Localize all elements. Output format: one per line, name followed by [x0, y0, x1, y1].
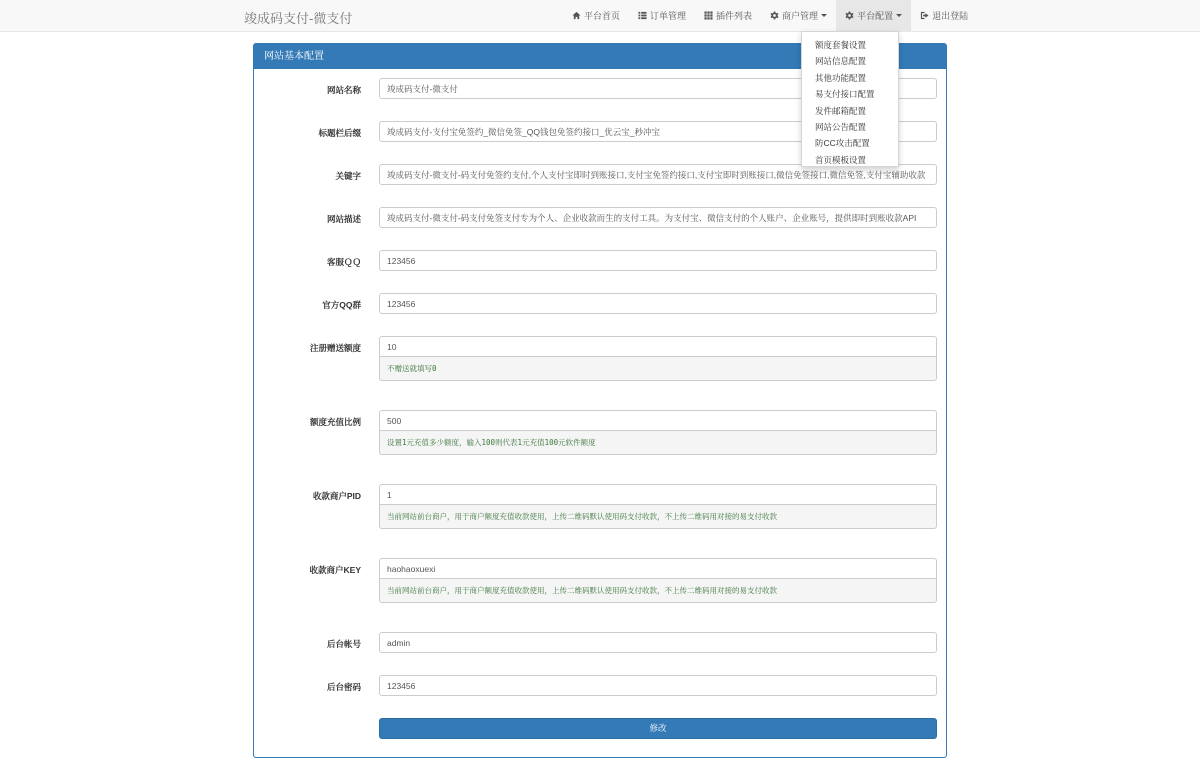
- caret-down-icon: [821, 14, 827, 17]
- brand-title[interactable]: 竣成码支付-微支付: [244, 11, 353, 26]
- submit-button[interactable]: 修改: [379, 718, 937, 739]
- platform-config-dropdown: [801, 31, 899, 167]
- nav-item-logout[interactable]: [911, 0, 977, 31]
- list-icon: [638, 11, 647, 20]
- field-label: 收款商户PID: [312, 491, 361, 501]
- merchant-pid-input[interactable]: [379, 484, 937, 505]
- service-qq-input[interactable]: [379, 250, 937, 271]
- dropdown-item-site-info[interactable]: 网站信息配置: [815, 56, 867, 67]
- field-label: 后台帐号: [326, 639, 361, 649]
- dropdown-item-home-template[interactable]: 首页模板设置: [815, 154, 867, 165]
- caret-down-icon: [896, 14, 902, 17]
- field-label: 注册赠送额度: [309, 343, 361, 353]
- recharge-ratio-input[interactable]: [379, 410, 937, 431]
- nav-label: 商户管理: [782, 11, 819, 21]
- top-navbar: [0, 0, 1200, 32]
- help-text: 当前网站前台商户，用于商户额度充值收款使用，上传二维码默认使用码支付收款，不上传二维码用对接的易支付收款: [379, 579, 937, 603]
- field-label: 标题栏后缀: [318, 128, 361, 138]
- nav-label: 平台首页: [584, 11, 621, 21]
- gear-icon: [845, 11, 854, 20]
- nav-label: 退出登陆: [932, 11, 969, 21]
- merchant-key-input[interactable]: [379, 558, 937, 579]
- field-label: 客服ＱＱ: [326, 257, 361, 267]
- admin-password-input[interactable]: [379, 675, 937, 696]
- home-icon: [572, 11, 581, 20]
- admin-account-input[interactable]: [379, 632, 937, 653]
- nav-item-platform-config[interactable]: [836, 0, 911, 31]
- gear-icon: [770, 11, 779, 20]
- logout-icon: [920, 11, 929, 20]
- field-label: 后台密码: [326, 682, 361, 692]
- dropdown-item-other-features[interactable]: 其他功能配置: [815, 72, 867, 83]
- field-label: 额度充值比例: [309, 417, 361, 427]
- dropdown-item-anti-cc[interactable]: 防CC攻击配置: [815, 138, 870, 149]
- field-label: 收款商户KEY: [309, 565, 361, 575]
- help-text: 不赠送就填写0: [379, 357, 937, 381]
- dropdown-item-mail-config[interactable]: 发件邮箱配置: [815, 105, 867, 116]
- dropdown-item-announcement[interactable]: 网站公告配置: [815, 121, 867, 132]
- panel-title: 网站基本配置: [254, 44, 946, 69]
- dropdown-item-quota-package[interactable]: 额度套餐设置: [815, 40, 867, 50]
- field-label: 网站名称: [326, 85, 361, 95]
- qq-group-input[interactable]: [379, 293, 937, 314]
- nav-label: 平台配置: [857, 11, 894, 21]
- help-text: 当前网站前台商户，用于商户额度充值收款使用，上传二维码默认使用码支付收款，不上传二维码用对接的易支付收款: [379, 505, 937, 529]
- nav-item-plugins[interactable]: [695, 0, 761, 31]
- field-label: 关键字: [335, 171, 361, 181]
- nav-item-home[interactable]: [563, 0, 629, 31]
- nav-label: 订单管理: [650, 11, 687, 21]
- description-input[interactable]: [379, 207, 937, 228]
- grid-icon: [704, 11, 713, 20]
- nav-item-merchants[interactable]: [761, 0, 836, 31]
- nav-item-orders[interactable]: [629, 0, 695, 31]
- field-label: 网站描述: [326, 214, 361, 224]
- nav-label: 插件列表: [716, 11, 753, 21]
- register-bonus-input[interactable]: [379, 336, 937, 357]
- field-label: 官方QQ群: [322, 300, 361, 310]
- dropdown-item-epay-api[interactable]: 易支付接口配置: [815, 89, 875, 100]
- main-nav: [563, 0, 977, 31]
- help-text: 设置1元充值多少额度，输入100则代表1元充值100元软件额度: [379, 431, 937, 455]
